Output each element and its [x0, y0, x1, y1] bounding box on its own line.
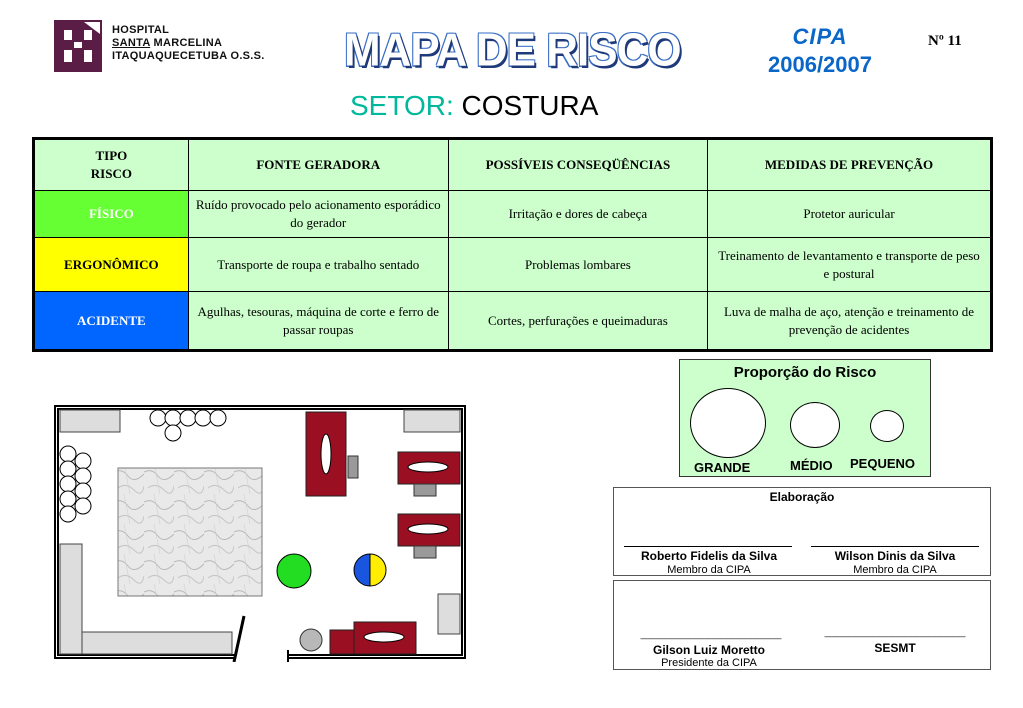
shelf-left	[60, 544, 82, 654]
signer-2-role: Membro da CIPA	[853, 564, 937, 576]
page-title: MAPA DE RISCO	[344, 24, 681, 77]
cell-fonte: Agulhas, tesouras, máquina de corte e ferro de passar roupas	[188, 292, 448, 351]
hospital-line1: HOSPITAL	[112, 24, 170, 36]
cell-consequencias: Problemas lombares	[448, 238, 707, 292]
cell-consequencias: Irritação e dores de cabeça	[448, 191, 707, 238]
signer-3-name: Gilson Luiz Moretto	[653, 643, 765, 657]
table-header-row	[34, 139, 992, 191]
shelf-bottom	[82, 632, 232, 654]
signer-1-role: Membro da CIPA	[667, 564, 751, 576]
medium-risk-circle-icon	[790, 402, 840, 448]
hospital-line3: ITAQUAQUECETUBA O.S.S.	[112, 50, 265, 62]
label-pequeno: PEQUENO	[850, 456, 916, 471]
cipa-label	[745, 24, 895, 78]
cell-consequencias: Cortes, perfurações e queimaduras	[448, 292, 707, 351]
header-fonte: FONTE GERADORA	[188, 139, 448, 191]
signer-2-name: Wilson Dinis da Silva	[834, 549, 956, 563]
risk-type-acidente: ACIDENTE	[34, 292, 189, 351]
fabric-rolls-left	[60, 446, 91, 522]
signature-line	[624, 546, 792, 547]
sewing-desk-2	[398, 452, 460, 496]
signer-4-name: SESMT	[874, 641, 916, 655]
signature-line	[811, 546, 979, 547]
header-tipo-risco: TIPO RISCO	[34, 139, 189, 191]
shelf-top-left	[60, 410, 120, 432]
large-risk-circle-icon	[690, 388, 766, 458]
proportion-title: Proporção do Risco	[733, 364, 877, 381]
risk-proportion-legend	[679, 359, 931, 477]
risk-type-ergonomico: ERGONÔMICO	[34, 238, 189, 292]
sector-label: SETOR:	[350, 90, 454, 121]
map-number: Nº 11	[928, 33, 962, 49]
hospital-logo	[54, 20, 102, 72]
sewing-desk-4	[330, 622, 416, 654]
signer-3-role: Presidente da CIPA	[661, 657, 757, 669]
floor-plan	[54, 404, 467, 662]
cell-medidas: Treinamento de levantamento e transporte de peso e postural	[708, 238, 992, 292]
cutting-table	[118, 468, 262, 596]
shelf-right	[438, 594, 460, 634]
signature-box-elaboracao	[613, 487, 991, 576]
cell-medidas: Luva de malha de aço, atenção e treinamento de prevenção de acidentes	[708, 292, 992, 351]
table-row	[34, 191, 992, 238]
sector-value: COSTURA	[453, 90, 599, 121]
signer-4-line: _______________________	[824, 626, 966, 638]
header-medidas: MEDIDAS DE PREVENÇÃO	[708, 139, 992, 191]
label-medio: MÉDIO	[790, 458, 833, 473]
cipa-name: CIPA	[792, 24, 848, 49]
table-row	[34, 292, 992, 351]
header-consequencias: POSSÍVEIS CONSEQÜÊNCIAS	[448, 139, 707, 191]
elaboracao-heading: Elaboração	[769, 490, 835, 504]
door-opening	[236, 650, 288, 662]
fabric-rolls-top	[150, 410, 226, 441]
cell-fonte: Transporte de roupa e trabalho sentado	[188, 238, 448, 292]
sector-title	[350, 90, 598, 122]
ergonomico-acidente-risk-circle	[354, 554, 386, 586]
shelf-top-right	[404, 410, 460, 432]
signer-3-line: _______________________	[640, 628, 782, 640]
fisico-risk-circle	[277, 554, 311, 588]
sewing-desk-1	[306, 412, 358, 496]
small-risk-circle-icon	[870, 410, 904, 442]
hospital-line2: SANTA MARCELINA	[112, 37, 223, 49]
label-grande: GRANDE	[694, 460, 751, 475]
cell-medidas: Protetor auricular	[708, 191, 992, 238]
risk-type-fisico: FÍSICO	[34, 191, 189, 238]
table-row	[34, 238, 992, 292]
cipa-period: 2006/2007	[768, 52, 872, 77]
sewing-desk-3	[398, 514, 460, 558]
risk-table	[32, 137, 993, 352]
bin-icon	[300, 629, 322, 651]
cell-fonte: Ruído provocado pelo acionamento esporádico do gerador	[188, 191, 448, 238]
signature-box-approval	[613, 580, 991, 670]
signer-1-name: Roberto Fidelis da Silva	[640, 549, 778, 563]
hospital-name	[112, 24, 265, 63]
